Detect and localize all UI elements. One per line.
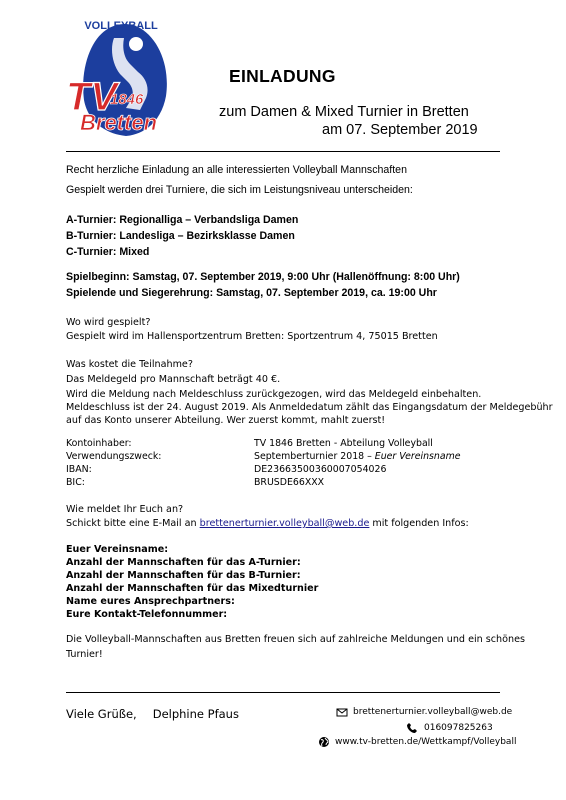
- signup-question: Wie meldet Ihr Euch an?: [66, 504, 184, 515]
- bank-iban-value: DE23663500360007054026: [254, 464, 387, 475]
- logo-tv-text: TV: [66, 75, 118, 119]
- signup-email-link[interactable]: brettenerturnier.volleyball@web.de: [199, 518, 370, 529]
- club-logo: [66, 18, 176, 140]
- signup-field-phone: Eure Kontakt-Telefonnummer:: [66, 609, 228, 620]
- header-divider: [66, 151, 500, 152]
- logo-city-text: Bretten: [80, 110, 158, 135]
- footer-greeting: Viele Grüße,: [66, 707, 137, 721]
- bank-iban-label: IBAN:: [66, 464, 92, 475]
- cost-deadline-line2: auf das Konto unserer Abteilung. Wer zuerst kommt, mahlt zuerst!: [66, 415, 386, 426]
- cost-fee: Das Meldegeld pro Mannschaft beträgt 40 €.: [66, 374, 281, 385]
- bank-purpose-label: Verwendungszweck:: [66, 451, 162, 462]
- envelope-icon: [336, 706, 348, 718]
- bank-bic-value: BRUSDE66XXX: [254, 477, 325, 488]
- signup-field-mixed: Anzahl der Mannschaften für das Mixedturnier: [66, 583, 319, 594]
- signup-instructions: [66, 517, 469, 531]
- closing-line2: Turnier!: [66, 649, 103, 660]
- page-subtitle-line1: zum Damen & Mixed Turnier in Bretten: [219, 104, 469, 120]
- closing-line1: Die Volleyball-Mannschaften aus Bretten freuen sich auf zahlreiche Meldungen und ein schönes: [66, 634, 525, 645]
- cost-question: Was kostet die Teilnahme?: [66, 359, 193, 370]
- signup-field-b: Anzahl der Mannschaften für das B-Turnier:: [66, 570, 301, 581]
- tournament-a: A-Turnier: Regionalliga – Verbandsliga Damen: [66, 214, 299, 226]
- page-subtitle-line2: am 07. September 2019: [322, 122, 478, 138]
- bank-bic-label: BIC:: [66, 477, 85, 488]
- intro-line2: Gespielt werden drei Turniere, die sich im Leistungsniveau unterscheiden:: [66, 184, 413, 196]
- footer-name: Delphine Pfaus: [152, 707, 239, 721]
- signup-text-before: Schickt bitte eine E-Mail an: [66, 518, 200, 529]
- intro-line1: Recht herzliche Einladung an alle interessierten Volleyball Mannschaften: [66, 164, 407, 176]
- footer-phone-row: [406, 722, 493, 734]
- bank-holder-label: Kontoinhaber:: [66, 438, 132, 449]
- location-question: Wo wird gespielt?: [66, 317, 151, 328]
- footer-web-row: [318, 736, 516, 748]
- logo-volleyball-text: VOLLEYBALL: [84, 20, 158, 32]
- schedule-end: Spielende und Siegerehrung: Samstag, 07. September 2019, ca. 19:00 Uhr: [66, 287, 437, 299]
- signup-text-after: mit folgenden Infos:: [369, 518, 469, 529]
- signup-field-a: Anzahl der Mannschaften für das A-Turnier:: [66, 557, 301, 568]
- signup-field-club: Euer Vereinsname:: [66, 544, 169, 555]
- tournament-b: B-Turnier: Landesliga – Bezirksklasse Damen: [66, 230, 295, 242]
- phone-icon: [406, 722, 418, 734]
- footer-divider: [66, 692, 500, 693]
- bank-purpose-italic: Euer Vereinsname: [374, 451, 461, 462]
- footer-email-row: [336, 706, 512, 718]
- globe-icon: [318, 736, 330, 748]
- footer-phone[interactable]: 016097825263: [424, 723, 493, 733]
- bank-holder-value: TV 1846 Bretten - Abteilung Volleyball: [254, 438, 433, 449]
- cost-withdraw: Wird die Meldung nach Meldeschluss zurückgezogen, wird das Meldegeld einbehalten.: [66, 389, 482, 400]
- footer-signature: [66, 707, 239, 721]
- page-title: EINLADUNG: [229, 66, 336, 86]
- schedule-start: Spielbeginn: Samstag, 07. September 2019, 9:00 Uhr (Hallenöffnung: 8:00 Uhr): [66, 271, 460, 283]
- tournament-c: C-Turnier: Mixed: [66, 246, 150, 258]
- bank-purpose-value: [254, 451, 461, 462]
- footer-web[interactable]: www.tv-bretten.de/Wettkampf/Volleyball: [335, 737, 517, 747]
- cost-deadline-line1: Meldeschluss ist der 24. August 2019. Als Anmeldedatum zählt das Eingangsdatum der Meldegebühr: [66, 402, 553, 413]
- logo-year-text: 1846: [110, 91, 144, 108]
- location-answer: Gespielt wird im Hallensportzentrum Bretten: Sportzentrum 4, 75015 Bretten: [66, 331, 438, 342]
- signup-field-contact-name: Name eures Ansprechpartners:: [66, 596, 235, 607]
- footer-email[interactable]: brettenerturnier.volleyball@web.de: [353, 707, 513, 717]
- bank-purpose-text: Septemberturnier 2018 –: [254, 451, 375, 462]
